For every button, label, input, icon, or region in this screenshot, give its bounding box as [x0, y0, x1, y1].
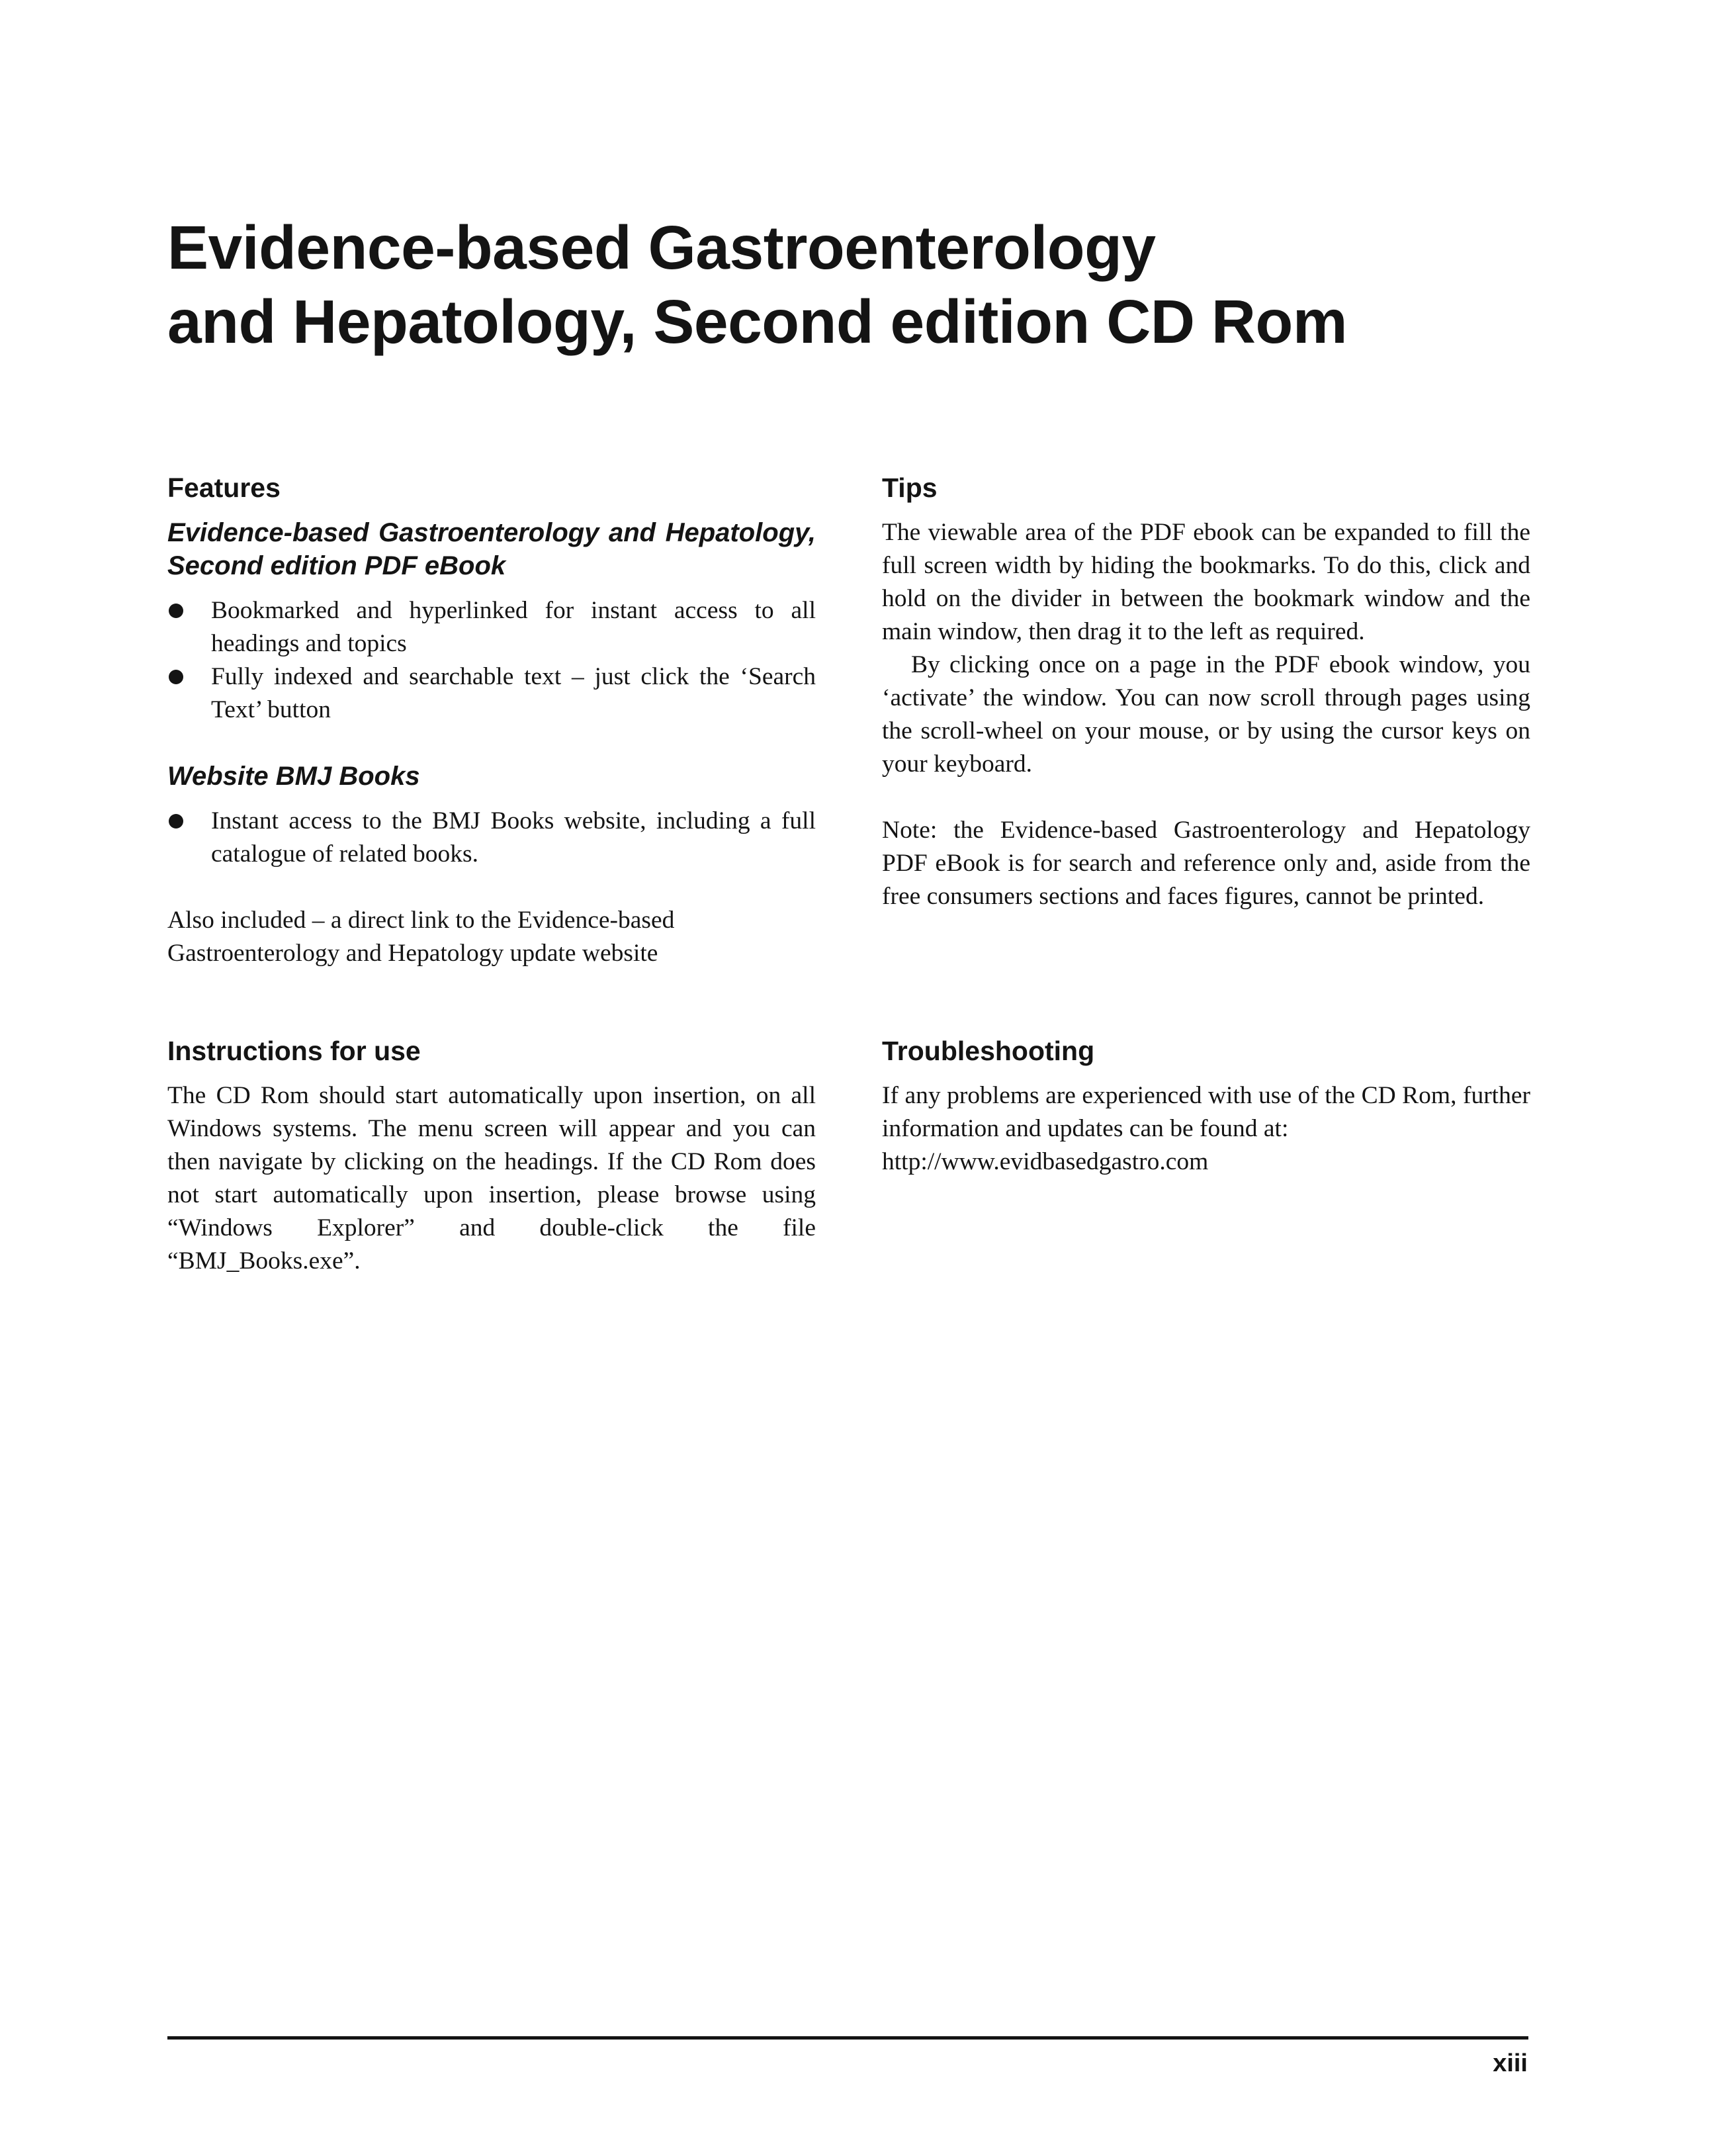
tips-note: Note: the Evidence-based Gastroenterology and Hepatology PDF eBook is for search and reference only and, aside from the free consumers sections and faces figures, cannot be printed. [882, 817, 1530, 910]
title-line-2: and Hepatology, Second edition CD Rom [167, 287, 1348, 356]
features-section [167, 471, 816, 970]
troubleshooting-section [882, 1034, 1530, 1179]
list-item-text: Instant access to the BMJ Books website, including a full catalogue of related books. [211, 807, 816, 868]
also-included-text: Also included – a direct link to the Evidence-based Gastroenterology and Hepatology update website [167, 907, 675, 967]
list-item [167, 660, 816, 727]
bullet-icon [169, 670, 183, 684]
title-line-1: Evidence-based Gastroenterology [167, 213, 1156, 282]
tips-section [882, 471, 1530, 913]
website-subheading: Website BMJ Books [167, 762, 420, 791]
page-title [167, 210, 1557, 359]
list-item [167, 594, 816, 660]
troubleshooting-text: If any problems are experienced with use of the CD Rom, further information and updates can be found at: [882, 1082, 1530, 1142]
list-item-text: Bookmarked and hyperlinked for instant access to all headings and topics [211, 597, 816, 657]
left-column [167, 471, 816, 970]
troubleshooting-url: http://www.evidbasedgastro.com [882, 1148, 1209, 1175]
page-number: xiii [1493, 2049, 1528, 2077]
instructions-text: The CD Rom should start automatically upon insertion, on all Windows systems. The menu screen will appear and you can then navigate by clicking on the headings. If the CD Rom does not start automatically upon insertion, please browse using “Windows Explorer” and double-click the file “BMJ_Books.exe”. [167, 1082, 816, 1275]
ebook-subheading: Evidence-based Gastroenterology and Hepatology, Second edition PDF eBook [167, 518, 816, 580]
left-column-lower [167, 1034, 816, 1278]
instructions-section [167, 1034, 816, 1278]
troubleshooting-heading: Troubleshooting [882, 1036, 1095, 1066]
ebook-feature-list [167, 594, 816, 727]
website-feature-list [167, 805, 816, 871]
footer-rule [167, 2036, 1528, 2040]
right-column [882, 471, 1530, 913]
tips-paragraph-2: By clicking once on a page in the PDF ebook window, you ‘activate’ the window. You can now scroll through pages using the scroll-wheel on your mouse, or by using the cursor keys on your keyboard. [882, 651, 1530, 778]
features-heading: Features [167, 472, 281, 503]
tips-paragraph-1: The viewable area of the PDF ebook can be expanded to fill the full screen width by hiding the bookmarks. To do this, click and hold on the divider in between the bookmark window and the main window, then drag it to the left as required. [882, 519, 1530, 645]
instructions-heading: Instructions for use [167, 1036, 421, 1066]
list-item [167, 805, 816, 871]
right-column-lower [882, 1034, 1530, 1179]
list-item-text: Fully indexed and searchable text – just click the ‘Search Text’ button [211, 663, 816, 723]
bullet-icon [169, 814, 183, 829]
bullet-icon [169, 604, 183, 618]
tips-heading: Tips [882, 472, 938, 503]
